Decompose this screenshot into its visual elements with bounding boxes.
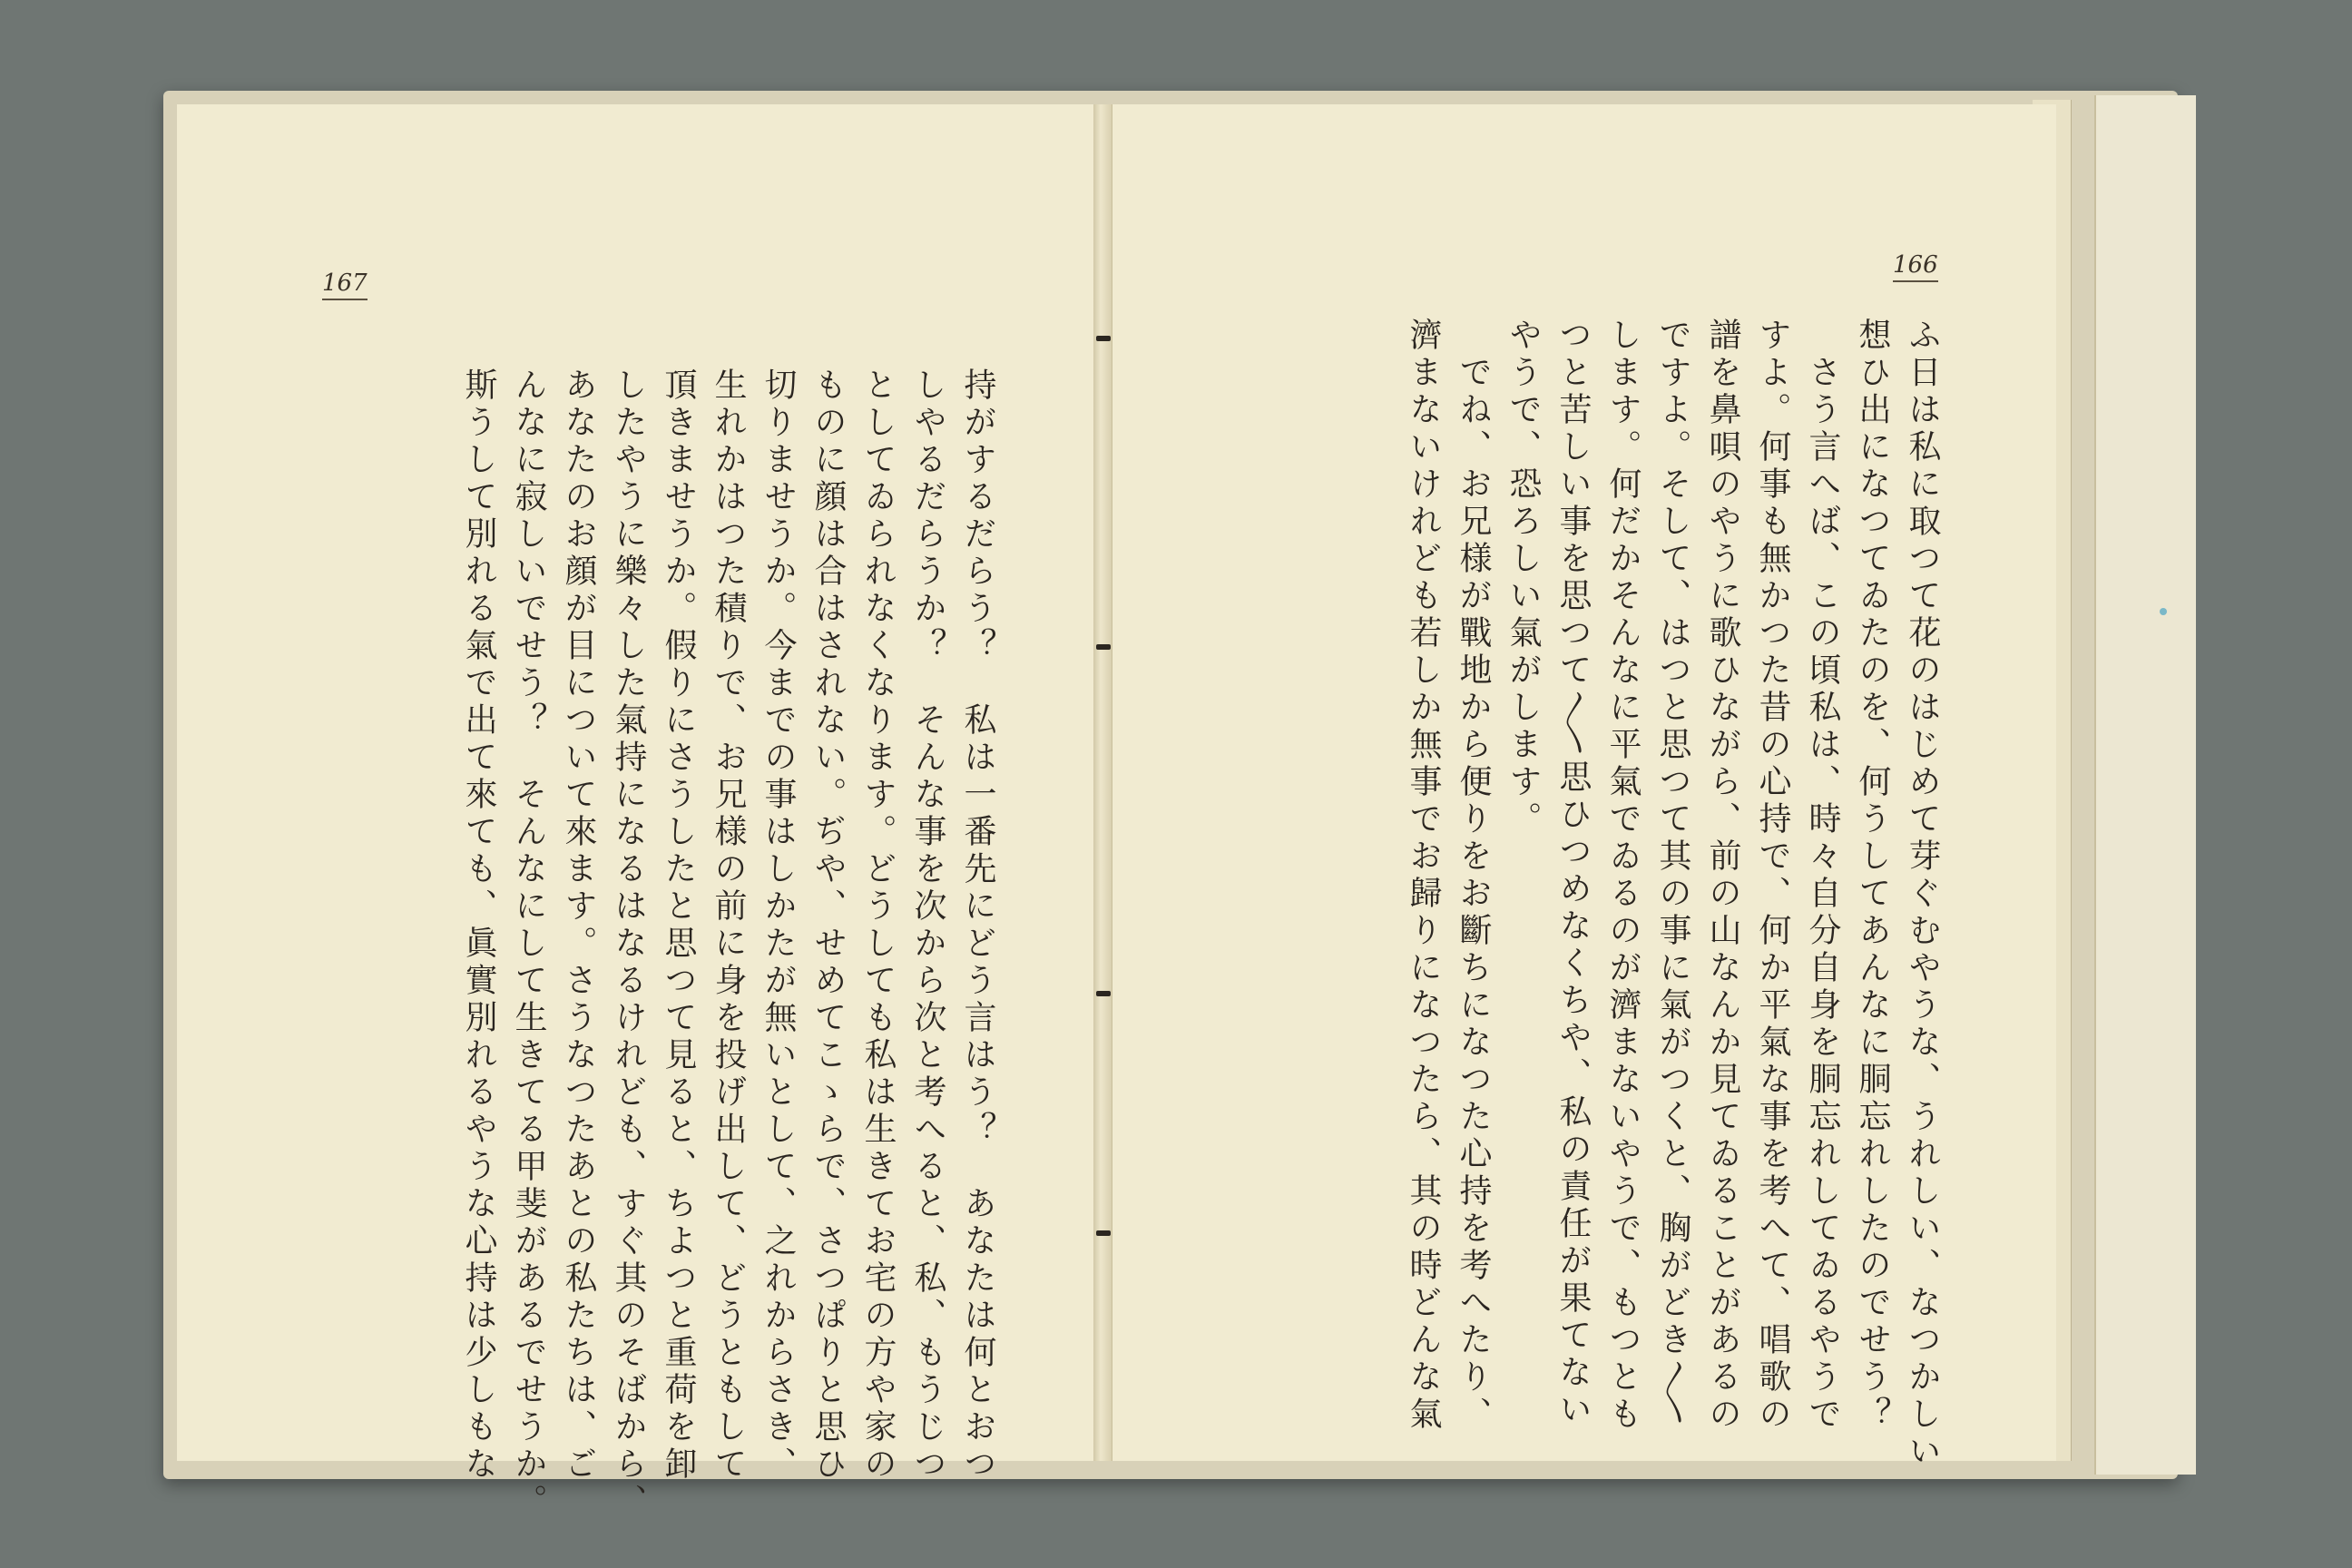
text-line: 濟まないけれども若しか無事でお歸りになつたら、其の時どんな氣	[1405, 318, 1442, 1434]
text-line: ものに顔は合はされない。ぢや、せめてこゝらで、さつぱりと思ひ	[809, 368, 847, 1484]
text-line: 生れかはつた積りで、お兄様の前に身を投げ出して、どうともして	[710, 368, 747, 1484]
text-line: 譜を鼻唄のやうに歌ひながら、前の山なんか見てゐることがあるの	[1704, 318, 1741, 1434]
book-gutter	[1093, 104, 1112, 1461]
text-line: つと苦しい事を思つて〳〵思ひつめなくちや、私の責任が果てない	[1554, 318, 1592, 1429]
text-line: しやるだらうか？ そんな事を次から次と考へると、私、もうじつ	[909, 368, 946, 1484]
text-line: 持がするだらう？ 私は一番先にどう言はう？ あなたは何とおつ	[959, 368, 996, 1484]
text-line: ですよ。そして、はつと思つて其の事に氣がつくと、胸がどき〳〵	[1654, 318, 1691, 1429]
text-line: すよ。何事も無かつた昔の心持で、何か平氣な事を考へて、唱歌の	[1754, 318, 1791, 1434]
binding-stitch	[1096, 336, 1111, 341]
text-line: あなたのお顔が目について來ます。さうなつたあとの私たちは、ご	[560, 368, 597, 1484]
right-page-text	[1398, 318, 1947, 1471]
binding-stitch	[1096, 1230, 1111, 1236]
binding-stitch	[1096, 644, 1111, 650]
page-number: 166	[1893, 251, 1938, 282]
text-line: します。何だかそんなに平氣でゐるのが濟まないやうで、もつとも	[1604, 318, 1642, 1434]
left-page	[177, 104, 1094, 1521]
page-number: 167	[322, 270, 368, 300]
open-book	[163, 91, 2196, 1521]
binding-stitch	[1096, 991, 1111, 996]
text-line: でね、お兄様が戰地から便りをお斷ちになつた心持を考へたり、	[1455, 318, 1492, 1434]
text-line: ふ日は私に取つて花のはじめて芽ぐむやうな、うれしい、なつかしい	[1904, 318, 1941, 1471]
text-line: したやうに樂々した氣持になるはなるけれども、すぐ其のそばから、	[610, 368, 647, 1521]
page-stack-edge	[2058, 100, 2072, 1461]
text-line: 切りませうか。今までの事はしかたが無いとして、之れからさき、	[760, 368, 797, 1484]
right-page	[1112, 104, 2056, 1471]
text-line: んなに寂しいでせう？ そんなにして生きてる甲斐があるでせうか。	[510, 368, 547, 1521]
left-page-text	[454, 368, 1003, 1521]
text-line: としてゐられなくなります。どうしても私は生きてお宅の方や家の	[859, 368, 897, 1484]
text-line: 斯うして別れる氣で出て來ても、眞實別れるやうな心持は少しもな	[460, 368, 497, 1484]
paper-mark	[2160, 608, 2167, 615]
text-line: さう言へば、この頃私は、時々自分自身を胴忘れしてゐるやうで	[1804, 318, 1841, 1434]
text-line: 想ひ出になつてゐたのを、何うしてあんなに胴忘れしたのでせう？	[1854, 318, 1891, 1434]
book-cover-edge	[2094, 95, 2196, 1475]
text-line: 頂きませうか。假りにさうしたと思つて見ると、ちよつと重荷を卸	[660, 368, 697, 1484]
text-line: やうで、恐ろしい氣がします。	[1504, 318, 1542, 838]
